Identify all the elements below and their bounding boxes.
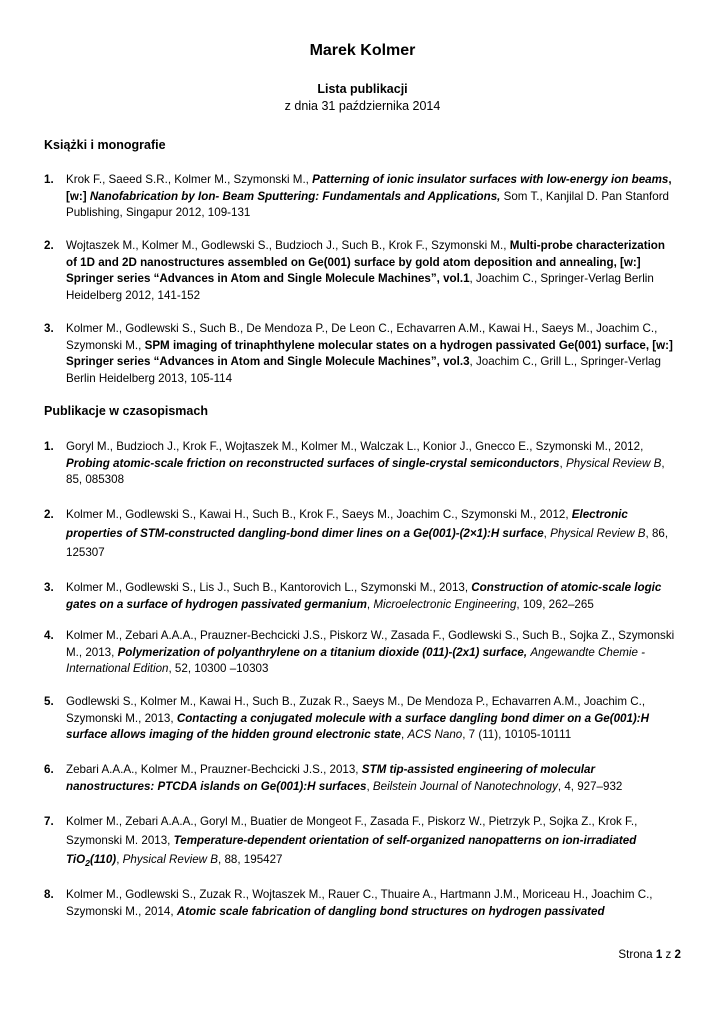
entry-journal: Microelectronic Engineering <box>373 597 517 611</box>
entry-sep: , <box>366 597 374 611</box>
entry-authors: Kolmer M., Godlewski S., Such B., De Mendoza P., De Leon C., Echavarren A.M., Kawai H., Saeys M., Joachim C., Szymonski M., <box>66 322 658 352</box>
book-entry-3 <box>44 321 678 387</box>
entry-sep: , <box>116 853 123 866</box>
entry-authors: Godlewski S., Kolmer M., Kawai H., Such B., Zuzak R., Saeys M., De Mendoza P., Echavarren A.M., Joachim C., Szymonski M., 2013, <box>66 695 646 725</box>
entry-number: 2. <box>44 508 54 521</box>
entry-sep: , <box>543 527 551 540</box>
entry-title: Probing atomic-scale friction on reconstructed surfaces of single-crystal semiconductors <box>66 456 560 470</box>
author-name: Marek Kolmer <box>309 42 416 59</box>
entry-details: , Joachim C., Springer-Verlag Berlin Heidelberg 2012, 141-152 <box>66 272 654 302</box>
entry-details: , 85, 085308 <box>66 456 665 487</box>
entry-details: , 52, 10300 –10303 <box>168 662 269 676</box>
entry-details: , 4, 927–932 <box>557 779 623 793</box>
entry-details: , 109, 262–265 <box>516 597 594 611</box>
journal-entry-2 <box>44 505 678 562</box>
page-label: Strona <box>618 948 653 961</box>
entry-sep: , <box>366 779 373 793</box>
entry-sep: , <box>401 728 408 742</box>
entry-number: 2. <box>44 239 54 252</box>
entry-title: Construction of atomic-scale logic gates on a surface of hydrogen passivated germanium <box>66 581 662 611</box>
entry-title: Patterning of ionic insulator surfaces with low-energy ion beams <box>312 173 669 186</box>
entry-authors: Kolmer M., Zebari A.A.A., Prauzner-Bechcicki J.S., Piskorz W., Zasada F., Godlewski S., Such B., Sojka Z., Szymonski M., 2013, <box>66 629 675 659</box>
entry-in: , [w:] <box>66 173 672 203</box>
entry-title-end: (110) <box>89 853 117 866</box>
entry-journal: Angewandte Chemie - International Edition <box>66 645 646 676</box>
journal-entry-3 <box>44 580 678 613</box>
journal-entry-4 <box>44 628 678 678</box>
entry-journal: Beilstein Journal of Nanotechnology <box>372 779 558 793</box>
entry-authors: Goryl M., Budzioch J., Krok F., Wojtaszek M., Kolmer M., Walczak L., Konior J., Gnecco E., Szymonski M., 2012, <box>66 440 644 453</box>
entry-journal: ACS Nano <box>407 728 463 742</box>
current-page: 1 <box>655 948 663 961</box>
entry-title: Polymerization of polyanthrylene on a titanium dioxide (011)-(2x1) surface, <box>117 645 528 659</box>
entry-details: , 88, 195427 <box>218 853 283 866</box>
entry-title: SPM imaging of trinaphthylene molecular states on a hydrogen passivated Ge(001) surface, [w:] Springer series “Advances in Atom and Single Molecule Machines”, vol.3 <box>66 338 673 369</box>
entry-title: STM tip-assisted engineering of molecular nanostructures: PTCDA islands on Ge(001):H surfaces <box>66 763 595 793</box>
list-title: Lista publikacji <box>317 82 408 96</box>
entry-details: , Joachim C., Grill L., Springer-Verlag Berlin Heidelberg 2013, 105-114 <box>66 355 661 385</box>
book-entry-2 <box>44 238 678 304</box>
entry-authors: Zebari A.A.A., Kolmer M., Prauzner-Bechcicki J.S., 2013, <box>66 763 362 776</box>
entry-journal: Physical Review B <box>565 456 662 470</box>
journal-entry-1 <box>44 439 678 489</box>
entry-number: 3. <box>44 581 54 594</box>
entry-authors: Kolmer M., Godlewski S., Kawai H., Such B., Krok F., Saeys M., Joachim C., Szymonski M., 2012, <box>66 508 572 521</box>
entry-details: , 86, 125307 <box>66 527 669 559</box>
entry-title: Multi-probe characterization of 1D and 2D nanostructures assembled on Ge(001) surface by gold atom deposition and annealing, [w:] Springer series “Advances in Atom and Single Molecule Machines”, vol.1 <box>66 239 665 286</box>
total-pages: 2 <box>674 948 681 961</box>
entry-authors: Wojtaszek M., Kolmer M., Godlewski S., Budzioch J., Such B., Krok F., Szymonski M., <box>66 239 510 252</box>
entry-details: , 7 (11), 10105-10111 <box>462 728 572 742</box>
entry-title: Temperature-dependent orientation of self-organized nanopatterns on ion-irradiated TiO <box>66 834 637 866</box>
journal-entry-5 <box>44 694 678 744</box>
entry-journal: Physical Review B <box>122 853 219 866</box>
entry-number: 1. <box>44 173 54 186</box>
journal-entry-7 <box>44 812 678 869</box>
entry-number: 5. <box>44 695 54 708</box>
entry-authors: Kolmer M., Godlewski S., Zuzak R., Wojtaszek M., Rauer C., Thuaire A., Hartmann J.M., Moriceau H., Joachim C., Szymonski M., 2014, <box>66 888 653 918</box>
page-of: z <box>665 948 672 961</box>
entry-journal: Physical Review B <box>550 527 646 540</box>
page-number <box>618 948 681 961</box>
book-entry-1 <box>44 172 678 222</box>
entry-number: 3. <box>44 322 54 335</box>
section-heading-books: Książki i monografie <box>44 138 166 152</box>
entry-authors: Krok F., Saeed S.R., Kolmer M., Szymonski M., <box>66 173 313 186</box>
entry-number: 8. <box>44 888 54 901</box>
entry-sep: , <box>559 456 566 470</box>
section-heading-journals: Publikacje w czasopismach <box>44 404 208 418</box>
journal-entry-8 <box>44 887 678 920</box>
entry-title-subscript: 2 <box>85 858 90 868</box>
list-date: z dnia 31 października 2014 <box>284 99 441 113</box>
entry-number: 1. <box>44 440 54 453</box>
entry-authors: Kolmer M., Godlewski S., Lis J., Such B., Kantorovich L., Szymonski M., 2013, <box>66 581 472 594</box>
entry-title: Contacting a conjugated molecule with a surface dangling bond dimer on a Ge(001):H surface allows imaging of the hidden ground electronic state <box>66 711 650 742</box>
journal-entry-6 <box>44 762 678 795</box>
entry-book-title: Nanofabrication by Ion- Beam Sputtering: Fundamentals and Applications, <box>89 189 501 203</box>
entry-title: Atomic scale fabrication of dangling bond structures on hydrogen passivated <box>176 904 605 918</box>
entry-title: Electronic properties of STM-constructed dangling-bond dimer lines on a Ge(001)-(2×1):H surface <box>66 508 628 540</box>
entry-number: 7. <box>44 815 54 828</box>
entry-number: 4. <box>44 629 54 642</box>
entry-authors: Kolmer M., Zebari A.A.A., Goryl M., Buatier de Mongeot F., Zasada F., Piskorz W., Pietrzyk P., Sojka Z., Krok F., Szymonski M. 2013, <box>66 815 638 847</box>
entry-number: 6. <box>44 763 54 776</box>
entry-details: Som T., Kanjilal D. Pan Stanford Publishing, Singapur 2012, 109-131 <box>66 189 669 220</box>
